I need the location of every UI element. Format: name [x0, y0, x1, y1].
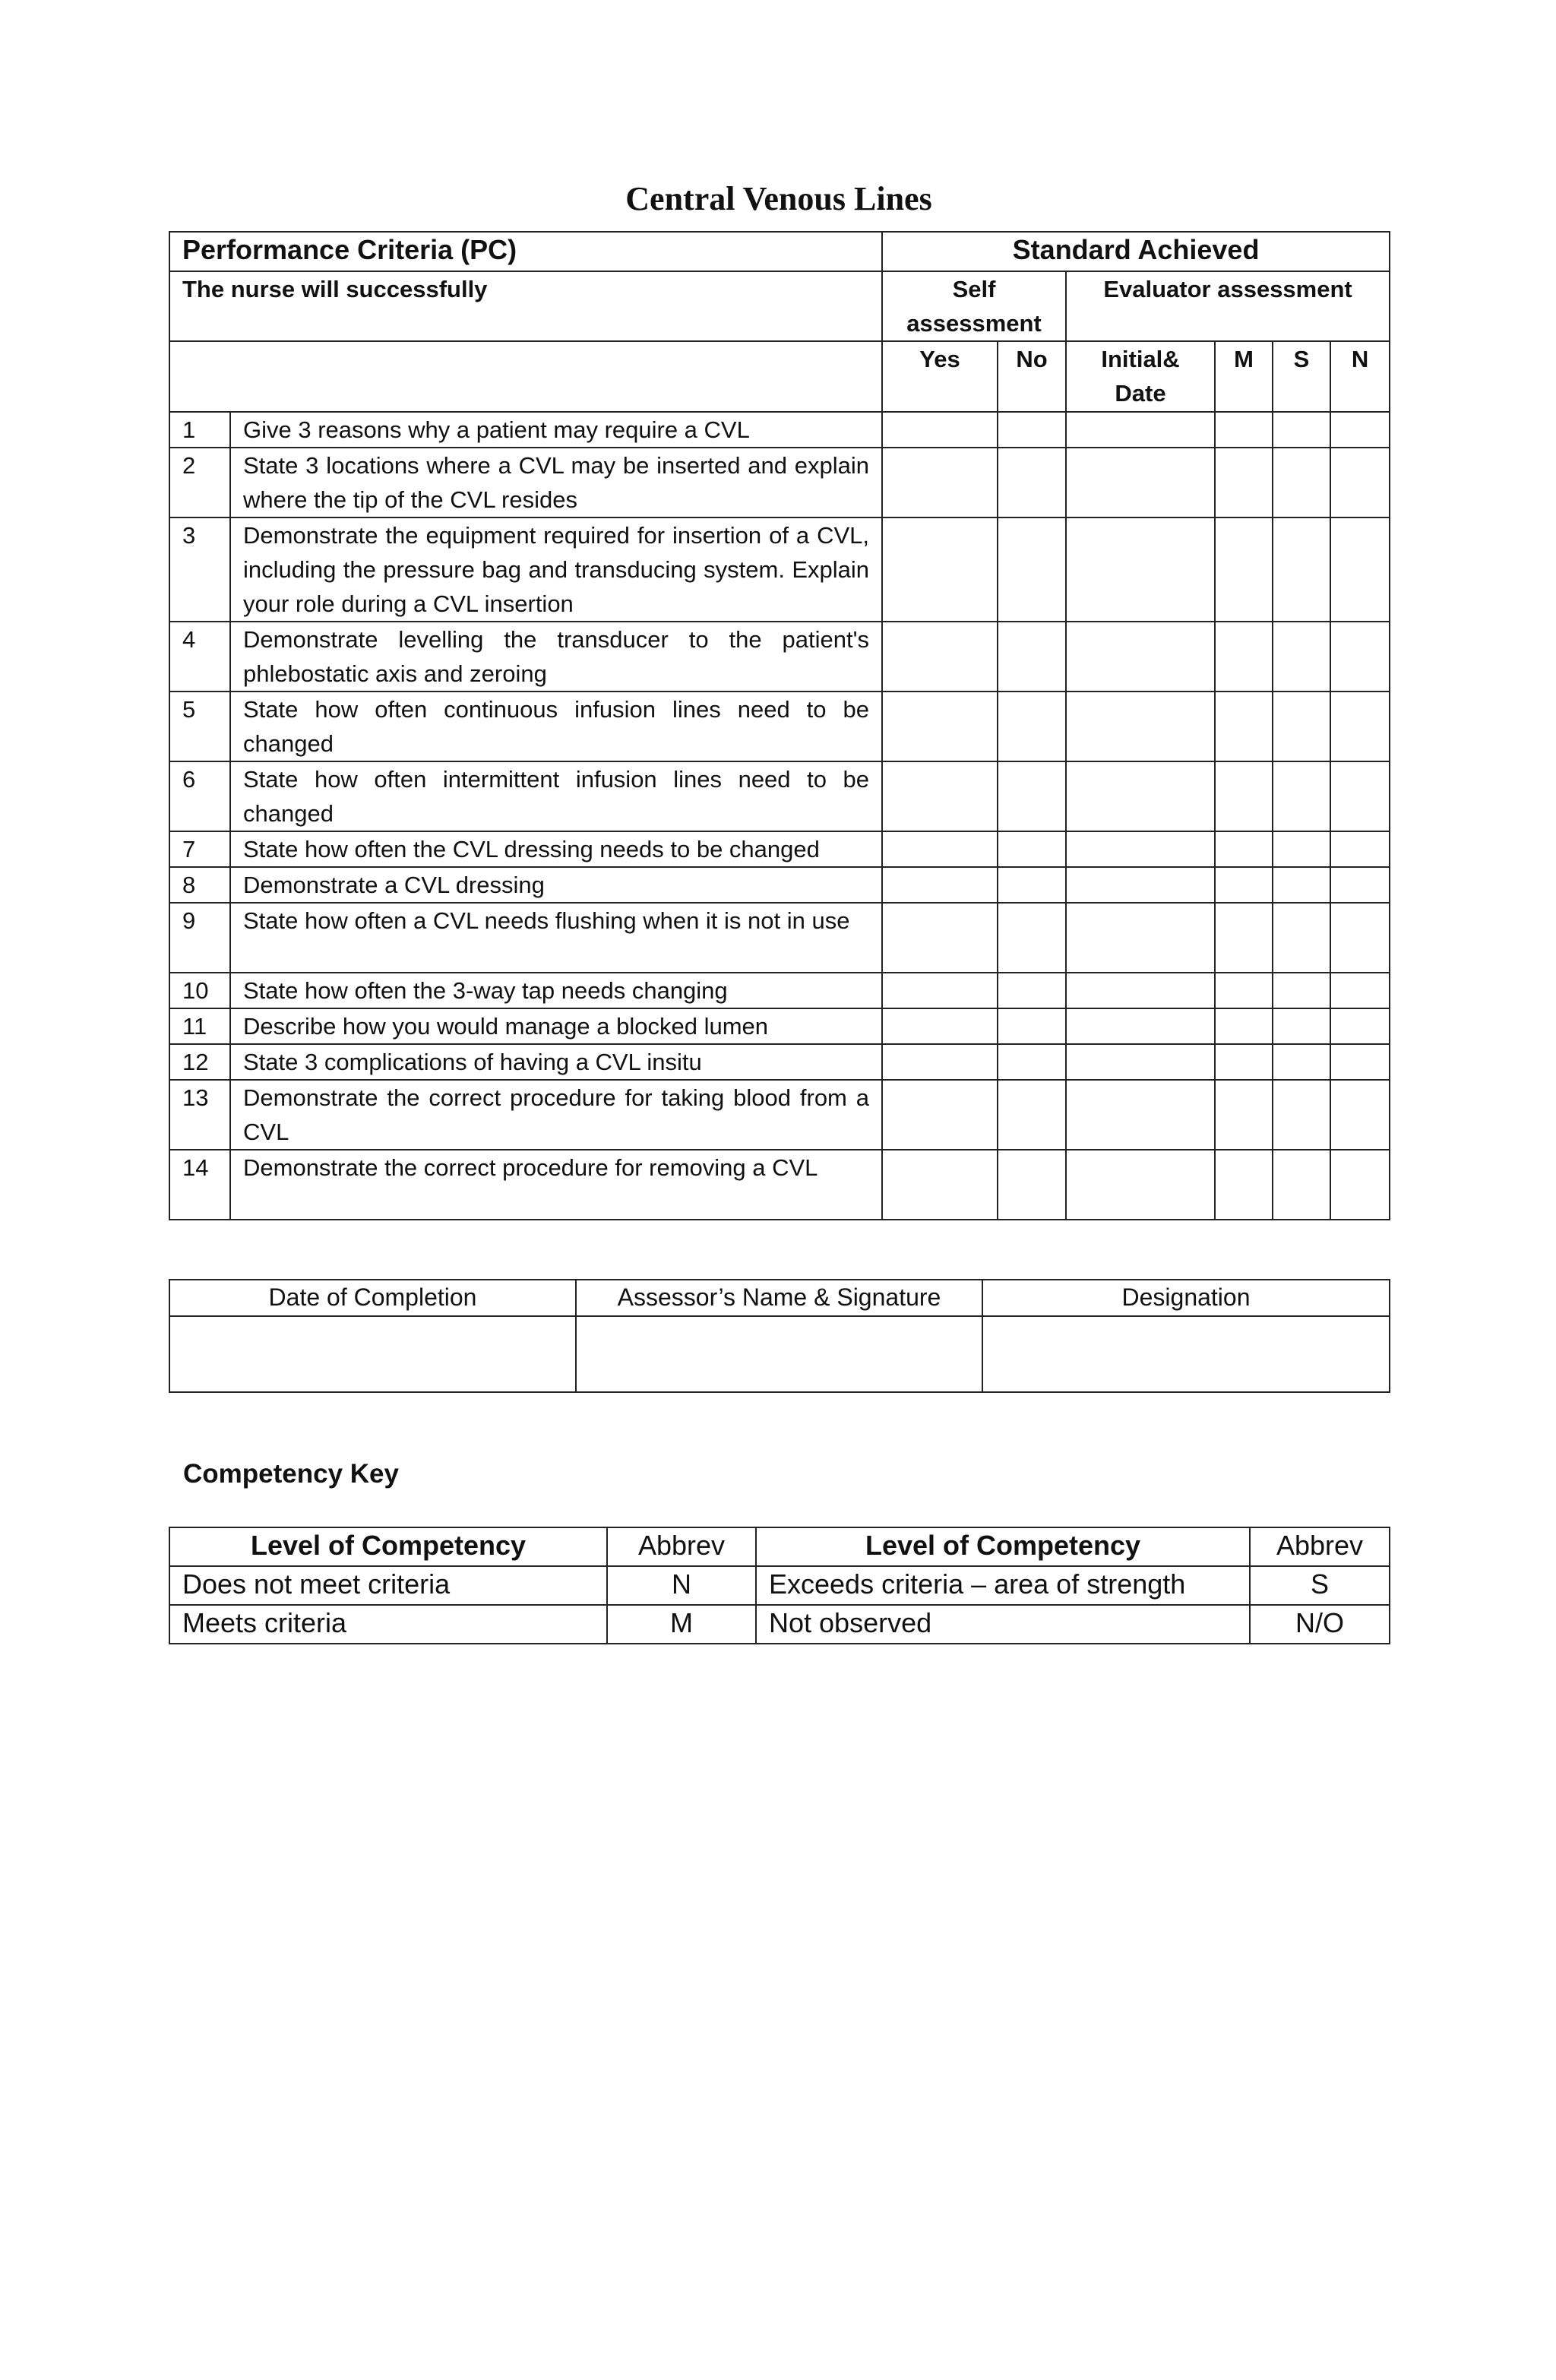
m-cell[interactable]	[1215, 1008, 1273, 1044]
s-cell[interactable]	[1273, 622, 1330, 692]
col-n: N	[1330, 341, 1390, 412]
m-cell[interactable]	[1215, 1150, 1273, 1220]
initial-date-cell[interactable]	[1066, 831, 1215, 867]
table-row	[169, 622, 1390, 692]
criterion-text: State how often the CVL dressing needs to be changed	[230, 831, 882, 867]
s-cell[interactable]	[1273, 973, 1330, 1008]
col-initial-date: Initial& Date	[1066, 341, 1215, 412]
criterion-number: 14	[169, 1150, 230, 1220]
initial-date-cell[interactable]	[1066, 622, 1215, 692]
self-no-cell[interactable]	[998, 903, 1066, 973]
s-cell[interactable]	[1273, 903, 1330, 973]
m-cell[interactable]	[1215, 448, 1273, 517]
key-level-left: Meets criteria	[169, 1605, 607, 1644]
self-yes-cell[interactable]	[882, 1044, 998, 1080]
self-yes-cell[interactable]	[882, 1008, 998, 1044]
self-no-cell[interactable]	[998, 692, 1066, 761]
nurse-label: The nurse will successfully	[169, 271, 882, 341]
criterion-number: 9	[169, 903, 230, 973]
col-s: S	[1273, 341, 1330, 412]
criterion-number: 13	[169, 1080, 230, 1150]
initial-date-cell[interactable]	[1066, 1150, 1215, 1220]
criterion-number: 1	[169, 412, 230, 448]
self-yes-cell[interactable]	[882, 448, 998, 517]
date-of-completion-label: Date of Completion	[169, 1280, 576, 1316]
self-no-cell[interactable]	[998, 1044, 1066, 1080]
n-cell[interactable]	[1330, 1080, 1390, 1150]
self-yes-cell[interactable]	[882, 517, 998, 622]
s-cell[interactable]	[1273, 831, 1330, 867]
initial-date-cell[interactable]	[1066, 448, 1215, 517]
n-cell[interactable]	[1330, 1008, 1390, 1044]
key-header-abbrev-left: Abbrev	[607, 1527, 756, 1566]
criterion-text: State how often the 3-way tap needs changing	[230, 973, 882, 1008]
n-cell[interactable]	[1330, 412, 1390, 448]
self-no-cell[interactable]	[998, 448, 1066, 517]
pc-header: Performance Criteria (PC)	[169, 232, 882, 271]
n-cell[interactable]	[1330, 622, 1390, 692]
m-cell[interactable]	[1215, 867, 1273, 903]
m-cell[interactable]	[1215, 903, 1273, 973]
self-no-cell[interactable]	[998, 412, 1066, 448]
n-cell[interactable]	[1330, 831, 1390, 867]
col-yes: Yes	[882, 341, 998, 412]
table-row	[169, 867, 1390, 903]
m-cell[interactable]	[1215, 1080, 1273, 1150]
key-abbrev-right: S	[1250, 1566, 1390, 1605]
key-level-right: Not observed	[756, 1605, 1250, 1644]
key-header-abbrev-right: Abbrev	[1250, 1527, 1390, 1566]
criterion-text: Demonstrate the correct procedure for taking blood from a CVL	[230, 1080, 882, 1150]
n-cell[interactable]	[1330, 448, 1390, 517]
s-cell[interactable]	[1273, 1008, 1330, 1044]
n-cell[interactable]	[1330, 1150, 1390, 1220]
competency-key-title: Competency Key	[183, 1459, 399, 1489]
n-cell[interactable]	[1330, 973, 1390, 1008]
criterion-text: State 3 locations where a CVL may be inserted and explain where the tip of the CVL resides	[230, 448, 882, 517]
key-abbrev-right: N/O	[1250, 1605, 1390, 1644]
criterion-text: Demonstrate the equipment required for insertion of a CVL, including the pressure bag and transducing system. Explain your role during a CVL insertion	[230, 517, 882, 622]
self-assessment-header: Self assessment	[882, 271, 1066, 341]
self-no-cell[interactable]	[998, 1150, 1066, 1220]
self-yes-cell[interactable]	[882, 903, 998, 973]
initial-date-cell[interactable]	[1066, 973, 1215, 1008]
criterion-text: State how often continuous infusion lines need to be changed	[230, 692, 882, 761]
self-no-cell[interactable]	[998, 622, 1066, 692]
m-cell[interactable]	[1215, 622, 1273, 692]
page-title: Central Venous Lines	[625, 180, 932, 217]
evaluator-assessment-header: Evaluator assessment	[1066, 271, 1390, 341]
criterion-text: Demonstrate levelling the transducer to the patient's phlebostatic axis and zeroing	[230, 622, 882, 692]
key-level-left: Does not meet criteria	[169, 1566, 607, 1605]
self-yes-cell[interactable]	[882, 1080, 998, 1150]
key-abbrev-left: N	[607, 1566, 756, 1605]
criterion-text: State how often a CVL needs flushing when it is not in use	[230, 903, 882, 973]
initial-date-cell[interactable]	[1066, 867, 1215, 903]
completion-table	[169, 1279, 1390, 1393]
standard-achieved-header: Standard Achieved	[882, 232, 1390, 271]
m-cell[interactable]	[1215, 692, 1273, 761]
m-cell[interactable]	[1215, 1044, 1273, 1080]
assessor-signature-field[interactable]	[576, 1316, 982, 1392]
table-row	[169, 517, 1390, 622]
criterion-number: 8	[169, 867, 230, 903]
initial-date-cell[interactable]	[1066, 761, 1215, 831]
n-cell[interactable]	[1330, 1044, 1390, 1080]
criterion-text: Give 3 reasons why a patient may require a CVL	[230, 412, 882, 448]
table-row	[169, 1080, 1390, 1150]
s-cell[interactable]	[1273, 1044, 1330, 1080]
n-cell[interactable]	[1330, 517, 1390, 622]
self-yes-cell[interactable]	[882, 412, 998, 448]
date-of-completion-field[interactable]	[169, 1316, 576, 1392]
self-no-cell[interactable]	[998, 1080, 1066, 1150]
assessor-label: Assessor’s Name & Signature	[576, 1280, 982, 1316]
designation-field[interactable]	[982, 1316, 1390, 1392]
criterion-number: 7	[169, 831, 230, 867]
initial-date-cell[interactable]	[1066, 517, 1215, 622]
performance-criteria-table	[169, 231, 1390, 1220]
initial-date-cell[interactable]	[1066, 1044, 1215, 1080]
criterion-number: 4	[169, 622, 230, 692]
criterion-number: 11	[169, 1008, 230, 1044]
s-cell[interactable]	[1273, 1150, 1330, 1220]
competency-key-table	[169, 1527, 1390, 1644]
s-cell[interactable]	[1273, 412, 1330, 448]
n-cell[interactable]	[1330, 867, 1390, 903]
s-cell[interactable]	[1273, 692, 1330, 761]
criterion-text: Demonstrate the correct procedure for removing a CVL	[230, 1150, 882, 1220]
initial-date-cell[interactable]	[1066, 692, 1215, 761]
s-cell[interactable]	[1273, 1080, 1330, 1150]
criterion-number: 10	[169, 973, 230, 1008]
self-yes-cell[interactable]	[882, 867, 998, 903]
m-cell[interactable]	[1215, 517, 1273, 622]
s-cell[interactable]	[1273, 448, 1330, 517]
criterion-number: 5	[169, 692, 230, 761]
self-no-cell[interactable]	[998, 973, 1066, 1008]
table-row	[169, 692, 1390, 761]
designation-label: Designation	[982, 1280, 1390, 1316]
n-cell[interactable]	[1330, 761, 1390, 831]
key-row	[169, 1566, 1390, 1605]
self-no-cell[interactable]	[998, 867, 1066, 903]
table-row	[169, 973, 1390, 1008]
criterion-text: State how often intermittent infusion lines need to be changed	[230, 761, 882, 831]
self-yes-cell[interactable]	[882, 1150, 998, 1220]
m-cell[interactable]	[1215, 831, 1273, 867]
self-no-cell[interactable]	[998, 1008, 1066, 1044]
table-row	[169, 903, 1390, 973]
initial-date-cell[interactable]	[1066, 412, 1215, 448]
self-yes-cell[interactable]	[882, 692, 998, 761]
criterion-number: 3	[169, 517, 230, 622]
criterion-text: Demonstrate a CVL dressing	[230, 867, 882, 903]
initial-date-cell[interactable]	[1066, 903, 1215, 973]
m-cell[interactable]	[1215, 973, 1273, 1008]
self-yes-cell[interactable]	[882, 761, 998, 831]
self-yes-cell[interactable]	[882, 831, 998, 867]
self-no-cell[interactable]	[998, 761, 1066, 831]
table-row	[169, 412, 1390, 448]
self-yes-cell[interactable]	[882, 622, 998, 692]
self-no-cell[interactable]	[998, 517, 1066, 622]
key-level-right: Exceeds criteria – area of strength	[756, 1566, 1250, 1605]
key-header-level-right: Level of Competency	[756, 1527, 1250, 1566]
table-row	[169, 1150, 1390, 1220]
col-no: No	[998, 341, 1066, 412]
table-row	[169, 1044, 1390, 1080]
self-no-cell[interactable]	[998, 831, 1066, 867]
self-yes-cell[interactable]	[882, 973, 998, 1008]
initial-date-cell[interactable]	[1066, 1080, 1215, 1150]
initial-date-cell[interactable]	[1066, 1008, 1215, 1044]
m-cell[interactable]	[1215, 761, 1273, 831]
table-row	[169, 831, 1390, 867]
n-cell[interactable]	[1330, 903, 1390, 973]
key-header-level-left: Level of Competency	[169, 1527, 607, 1566]
criterion-number: 6	[169, 761, 230, 831]
s-cell[interactable]	[1273, 867, 1330, 903]
m-cell[interactable]	[1215, 412, 1273, 448]
criterion-text: Describe how you would manage a blocked lumen	[230, 1008, 882, 1044]
col-m: M	[1215, 341, 1273, 412]
criterion-number: 2	[169, 448, 230, 517]
criterion-number: 12	[169, 1044, 230, 1080]
criterion-text: State 3 complications of having a CVL insitu	[230, 1044, 882, 1080]
table-row	[169, 448, 1390, 517]
table-row	[169, 1008, 1390, 1044]
table-row	[169, 761, 1390, 831]
s-cell[interactable]	[1273, 517, 1330, 622]
n-cell[interactable]	[1330, 692, 1390, 761]
key-abbrev-left: M	[607, 1605, 756, 1644]
key-row	[169, 1605, 1390, 1644]
s-cell[interactable]	[1273, 761, 1330, 831]
blank-header-cell	[169, 341, 882, 412]
